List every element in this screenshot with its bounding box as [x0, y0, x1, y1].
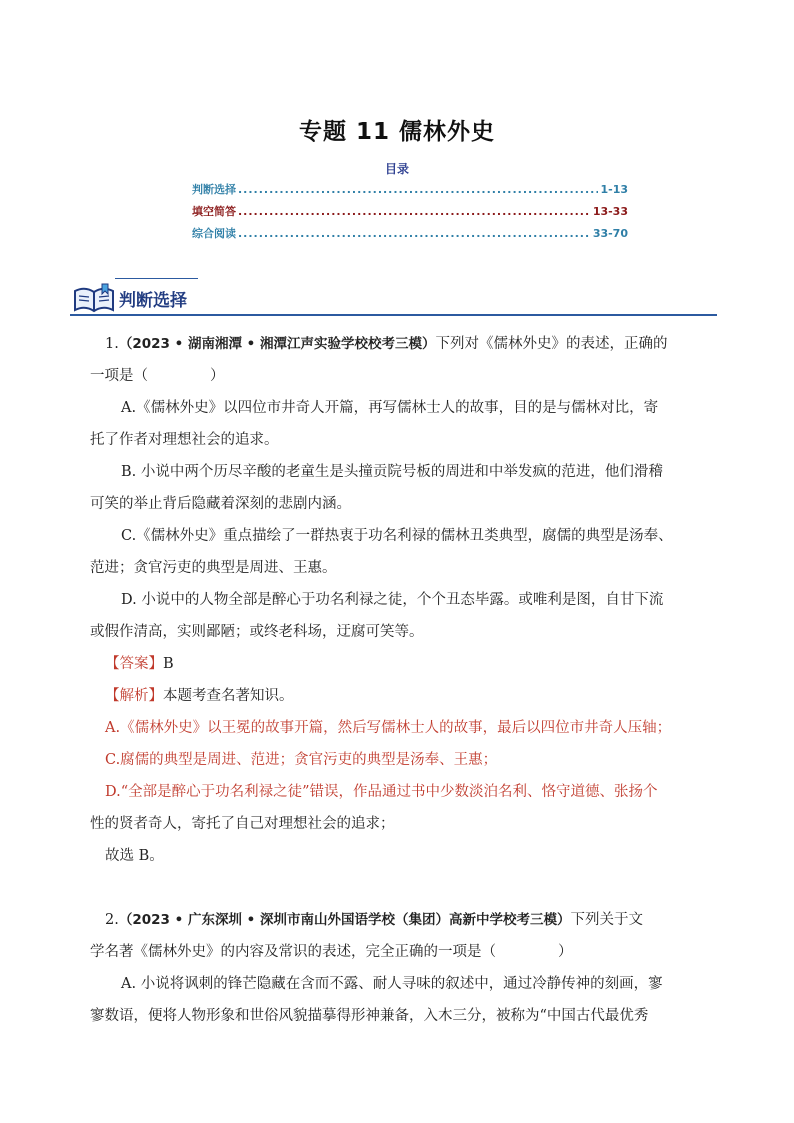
question-1-stem — [105, 334, 667, 354]
question-stem: 下列对《儒林外史》的表述，正确的 — [435, 336, 668, 352]
toc-item[interactable] — [192, 181, 628, 197]
option-a: A.《儒林外史》以四位市井奇人开篇，再写儒林士人的故事，目的是与儒林对比，寄 — [121, 400, 659, 416]
question-stem: ） — [210, 368, 225, 384]
explanation-d — [105, 782, 658, 802]
analysis-label: 【解析】 — [105, 688, 163, 704]
question-1-stem-cont — [90, 366, 225, 386]
toc-item-label: 判断选择 — [192, 183, 236, 196]
question-stem: 下列关于文 — [570, 912, 643, 928]
analysis-text: 本题考查名著知识。 — [163, 688, 294, 704]
analysis-line — [105, 686, 294, 706]
answer-value: B — [163, 656, 174, 672]
option-a: A. 小说将讽刺的锋芒隐藏在含而不露、耐人寻味的叙述中，通过冷静传神的刻画，寥 — [121, 976, 663, 992]
option-d: D. 小说中的人物全部是醉心于功名利禄之徒，个个丑态毕露。或唯利是图，自甘下流 — [121, 592, 664, 608]
toc-item-label: 填空简答 — [192, 205, 236, 218]
explanation-a: A.《儒林外史》以王冕的故事开篇，然后写儒林士人的故事，最后以四位市井奇人压轴； — [105, 720, 672, 736]
toc-leader-dots — [238, 227, 591, 240]
question-source: （2023 • 湖南湘潭 • 湘潭江声实验学校校考三模） — [118, 336, 436, 352]
option-c: C.《儒林外史》重点描绘了一群热衷于功名利禄的儒林丑类典型，腐儒的典型是汤奉、 — [121, 528, 673, 544]
option-a-cont: 寥数语，便将人物形象和世俗风貌描摹得形神兼备，入木三分，被称为“中国古代最优秀 — [90, 1008, 649, 1024]
section-title: 判断选择 — [119, 291, 187, 311]
toc-heading: 目录 — [384, 162, 409, 176]
option-b-cont: 可笑的举止背后隐藏着深刻的悲剧内涵。 — [90, 496, 351, 512]
explanation-d-cont: 性的贤者奇人，寄托了自己对理想社会的追求； — [90, 816, 395, 832]
question-number: 2. — [105, 912, 119, 928]
question-2-stem-cont — [90, 942, 573, 962]
page-title: 专题 11 儒林外史 — [298, 119, 496, 145]
option-b: B. 小说中两个历尽辛酸的老童生是头撞贡院号板的周进和中举发疯的范进，他们滑稽 — [121, 464, 663, 480]
toc-item-pages: 1-13 — [600, 183, 628, 196]
toc-item-label: 综合阅读 — [192, 227, 236, 240]
toc-item-pages: 33-70 — [592, 227, 628, 240]
option-d-cont: 或假作清高，实则鄙陋；或终老科场，迂腐可笑等。 — [90, 624, 424, 640]
question-number: 1. — [105, 336, 119, 352]
conclusion: 故选 B。 — [105, 848, 164, 864]
toc-item-pages: 13-33 — [592, 205, 628, 218]
toc-item[interactable] — [192, 203, 628, 219]
section-rule — [70, 314, 717, 316]
question-stem: 一项是（ — [90, 368, 148, 384]
option-c-cont: 范进；贪官污吏的典型是周进、王惠。 — [90, 560, 337, 576]
explanation-c: C.腐儒的典型是周进、范进；贪官污吏的典型是汤奉、王惠； — [105, 752, 498, 768]
open-book-icon — [72, 282, 116, 314]
question-stem: 学名著《儒林外史》的内容及常识的表述，完全正确的一项是（ — [90, 944, 496, 960]
question-stem: ） — [558, 944, 573, 960]
answer-line — [105, 654, 174, 674]
question-2-stem — [105, 910, 643, 930]
question-source: （2023 • 广东深圳 • 深圳市南山外国语学校（集团）高新中学校考三模） — [118, 912, 571, 928]
section-top-rule — [115, 278, 198, 279]
answer-label: 【答案】 — [105, 656, 163, 672]
toc-leader-dots — [238, 183, 598, 196]
toc-item[interactable] — [192, 225, 628, 241]
option-a-cont: 托了作者对理想社会的追求。 — [90, 432, 279, 448]
toc-leader-dots — [238, 205, 591, 218]
explanation-text: D.“全部是醉心于功名利禄之徒”错误，作品通过书中少数淡泊名利、恪守道德、张扬个 — [105, 784, 658, 800]
